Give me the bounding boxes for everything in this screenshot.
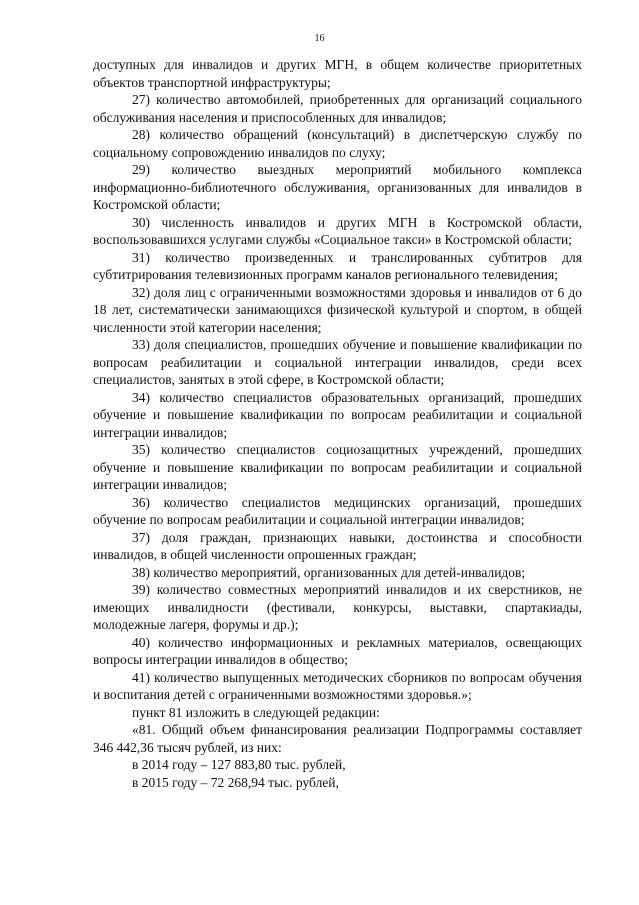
list-item-28: 28) количество обращений (консультаций) в диспетчерскую службу по социальному сопровождению инвалидов по слуху; — [93, 127, 582, 160]
list-item-35: 35) количество специалистов социозащитных учреждений, прошедших обучение и повышение квалификации по вопросам реабилитации и социальной интеграции инвалидов; — [93, 442, 582, 492]
list-item-40: 40) количество информационных и рекламных материалов, освещающих вопросы интеграции инвалидов в общество; — [93, 634, 582, 667]
list-item-29: 29) количество выездных мероприятий мобильного комплекса информационно-библиотечного обслуживания, организованных для инвалидов в Костромской области; — [93, 162, 582, 212]
paragraph-continuation: доступных для инвалидов и других МГН, в общем количестве приоритетных объектов транспортной инфраструктуры; — [93, 57, 582, 90]
list-item-33: 33) доля специалистов, прошедших обучение и повышение квалификации по вопросам реабилитации и социальной интеграции инвалидов, среди всех специалистов, занятых в этой сфере, в Костромской области; — [93, 337, 582, 387]
document-body — [93, 56, 582, 791]
list-item-41: 41) количество выпущенных методических сборников по вопросам обучения и воспитания детей с ограниченными возможностями здоровья.»; — [93, 669, 582, 702]
funding-2015: в 2015 году – 72 268,94 тыс. рублей, — [132, 774, 339, 790]
funding-2014: в 2014 году – 127 883,80 тыс. рублей, — [132, 757, 346, 772]
list-item-31: 31) количество произведенных и транслированных субтитров для субтитрирования телевизионных программ каналов регионального телевидения; — [93, 249, 582, 282]
amendment-instruction: пункт 81 изложить в следующей редакции: — [132, 704, 380, 720]
clause-81: «81. Общий объем финансирования реализации Подпрограммы составляет 346 442,36 тысяч рублей, из них: — [93, 722, 582, 755]
list-item-36: 36) количество специалистов медицинских организаций, прошедших обучение по вопросам реабилитации и социальной интеграции инвалидов; — [93, 494, 582, 527]
list-item-38: 38) количество мероприятий, организованных для детей-инвалидов; — [132, 564, 526, 580]
list-item-39: 39) количество совместных мероприятий инвалидов и их сверстников, не имеющих инвалидности (фестивали, конкурсы, выставки, спартакиады, молодежные лагеря, форумы и др.); — [93, 582, 582, 632]
list-item-37: 37) доля граждан, признающих навыки, достоинства и способности инвалидов, в общей численности опрошенных граждан; — [93, 529, 582, 562]
list-item-27: 27) количество автомобилей, приобретенных для организаций социального обслуживания населения и приспособленных для инвалидов; — [93, 92, 582, 125]
list-item-30: 30) численность инвалидов и других МГН в Костромской области, воспользовавшихся услугами службы «Социальное такси» в Костромской области; — [93, 214, 582, 247]
page-number: 16 — [314, 33, 325, 44]
list-item-34: 34) количество специалистов образовательных организаций, прошедших обучение и повышение квалификации по вопросам реабилитации и социальной интеграции инвалидов; — [93, 389, 582, 440]
list-item-32: 32) доля лиц с ограниченными возможностями здоровья и инвалидов от 6 до 18 лет, систематически занимающихся физической культурой и спортом, в общей численности этой категории населения; — [93, 284, 582, 335]
